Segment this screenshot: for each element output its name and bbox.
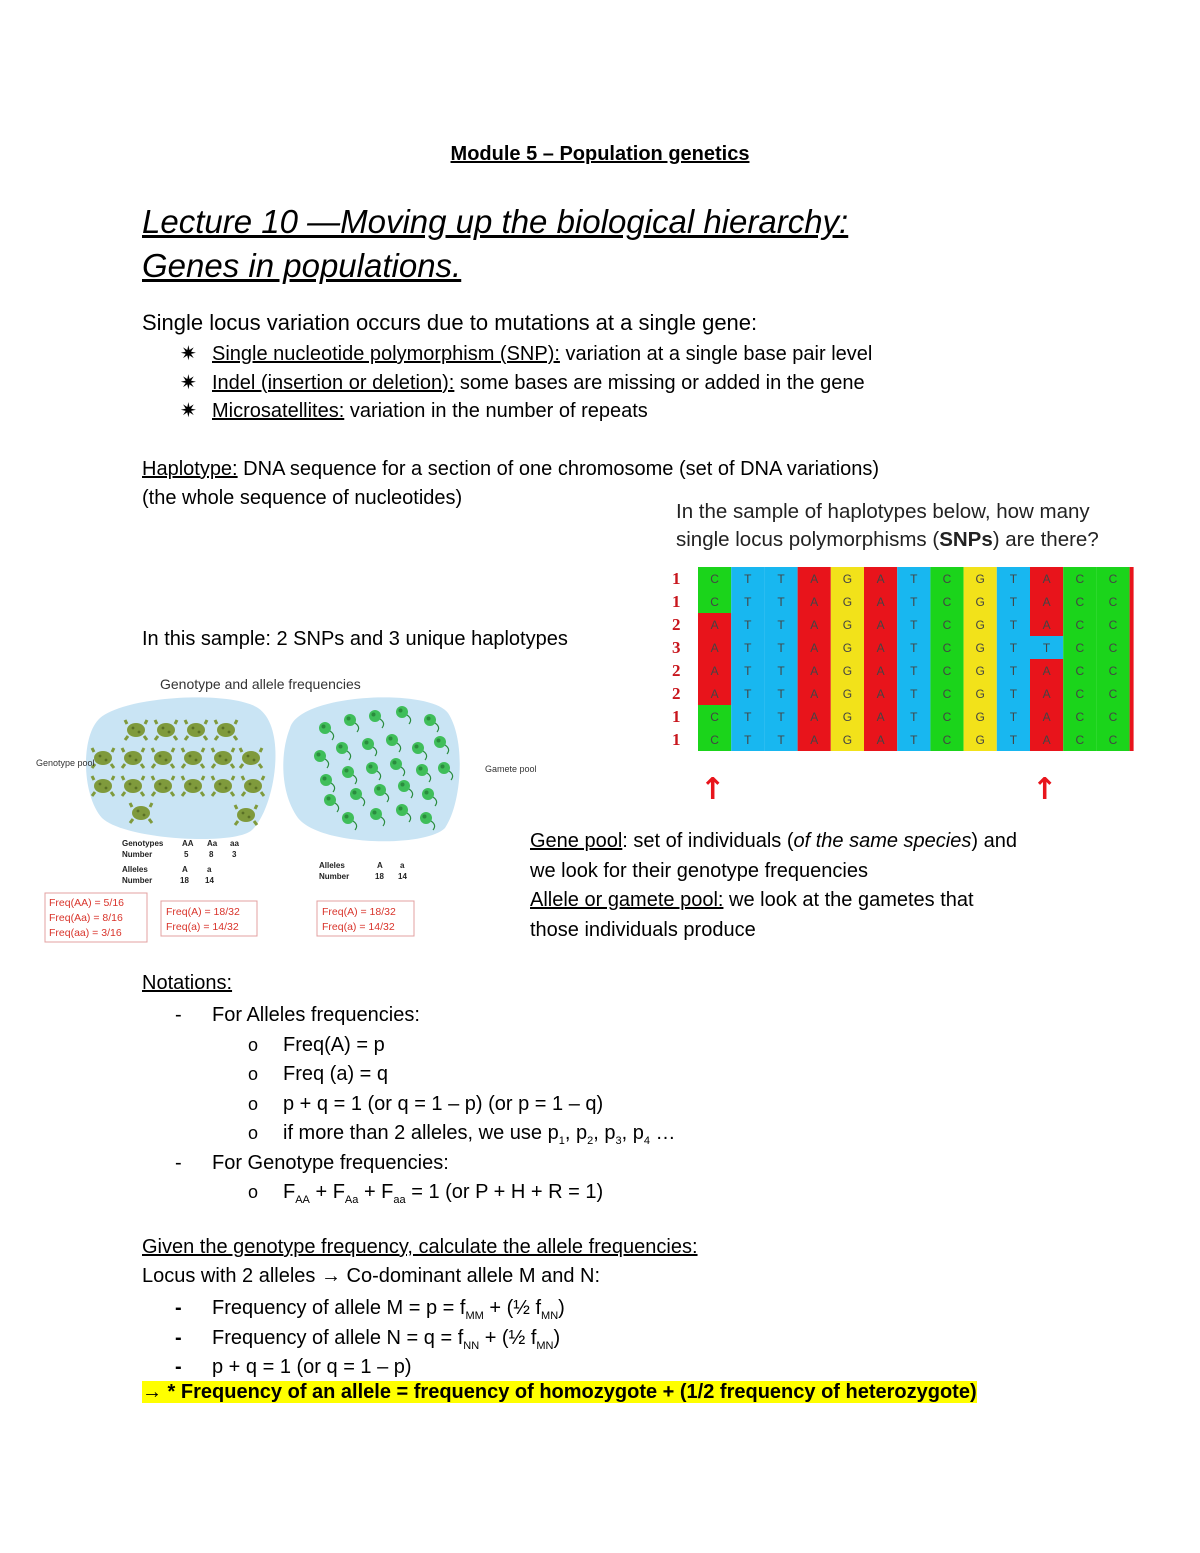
base-letter: A bbox=[810, 733, 819, 747]
base-letter: A bbox=[876, 618, 885, 632]
freq-allele-left: Freq(a) = 14/32 bbox=[166, 921, 239, 933]
base-letter: A bbox=[810, 664, 819, 678]
geno-col: aa bbox=[230, 839, 239, 848]
base-letter: C bbox=[1075, 710, 1085, 724]
base-letter: A bbox=[810, 572, 819, 586]
base-letter: C bbox=[942, 664, 952, 678]
base-letter: C bbox=[710, 733, 719, 747]
allele-formula-list bbox=[0, 1294, 1200, 1383]
geno-num: 5 bbox=[184, 850, 189, 859]
module-title: Module 5 – Population genetics bbox=[450, 143, 750, 165]
base-letter: T bbox=[777, 641, 785, 655]
base-letter: A bbox=[876, 687, 885, 701]
base-letter: T bbox=[1042, 641, 1051, 655]
base-letter: G bbox=[842, 710, 853, 724]
base-letter: C bbox=[1108, 710, 1118, 724]
variation-list bbox=[180, 340, 872, 426]
lecture-title-line1: Lecture 10 —Moving up the biological hierarchy: bbox=[142, 203, 849, 240]
base-letter: G bbox=[975, 572, 985, 586]
allele-header-right: Alleles bbox=[319, 861, 345, 870]
base-letter: G bbox=[975, 641, 985, 655]
allele-header-left: Alleles bbox=[122, 865, 148, 874]
base-letter: C bbox=[1075, 572, 1085, 586]
base-letter: C bbox=[942, 572, 952, 586]
base-letter: G bbox=[975, 687, 985, 701]
base-letter: G bbox=[842, 687, 853, 701]
geno-header: Genotypes bbox=[122, 839, 164, 848]
notations-list bbox=[0, 1001, 1200, 1208]
base-letter: A bbox=[810, 595, 819, 609]
base-letter: A bbox=[1042, 595, 1051, 609]
base-cell-edge bbox=[1130, 682, 1134, 705]
base-letter: A bbox=[1042, 733, 1051, 747]
base-letter: A bbox=[1042, 618, 1051, 632]
allele-col-right: A bbox=[377, 861, 383, 870]
list-item: - Frequency of allele $M = p = f_{MM}$ + (½ $f_{MN}$) bbox=[175, 1297, 565, 1322]
star-bullet-icon: ✷ bbox=[180, 400, 197, 422]
arrow-icon: → bbox=[320, 1265, 341, 1287]
freq-allele-right: Freq(A) = 18/32 bbox=[322, 906, 396, 918]
list-item: - p + q = 1 (or q = 1 – p) bbox=[175, 1356, 412, 1378]
base-letter: A bbox=[710, 641, 719, 655]
base-letter: T bbox=[777, 710, 785, 724]
base-letter: T bbox=[777, 572, 785, 586]
base-letter: C bbox=[1075, 664, 1085, 678]
haplotype-row-label: 1 bbox=[672, 730, 681, 749]
base-letter: C bbox=[942, 595, 952, 609]
freq-genotype: Freq(AA) = 5/16 bbox=[49, 897, 124, 909]
base-letter: G bbox=[842, 595, 853, 609]
base-letter: G bbox=[842, 664, 853, 678]
base-letter: C bbox=[942, 687, 952, 701]
base-letter: T bbox=[1009, 710, 1018, 724]
gamete-pool-label: Gamete pool bbox=[485, 764, 537, 774]
star-bullet-icon: ✷ bbox=[180, 343, 197, 365]
base-letter: T bbox=[744, 572, 752, 586]
base-letter: C bbox=[1075, 687, 1085, 701]
haplotype-term: Haplotype: bbox=[142, 458, 238, 480]
freq-allele-left: Freq(A) = 18/32 bbox=[166, 906, 240, 918]
base-letter: T bbox=[910, 572, 918, 586]
list-item: - Frequency of allele $N = q = f_{NN}$ + (½ $f_{MN}$) bbox=[175, 1326, 561, 1352]
base-letter: A bbox=[1042, 687, 1051, 701]
allele-number-right: Number bbox=[319, 872, 350, 881]
haplotype-table bbox=[668, 563, 1148, 813]
list-item: o p + q = 1 (or q = 1 – p) (or p = 1 – q) bbox=[248, 1092, 604, 1115]
list-item: o if more than 2 alleles, we use $p_1$, $p_2$, $p_3$, $p_4$ … bbox=[248, 1122, 676, 1147]
base-letter: A bbox=[876, 733, 885, 747]
base-cell-edge bbox=[1130, 659, 1134, 682]
geno-col: AA bbox=[182, 839, 194, 848]
base-letter: A bbox=[1042, 572, 1051, 586]
base-letter: T bbox=[777, 595, 785, 609]
base-letter: G bbox=[975, 595, 985, 609]
base-letter: C bbox=[1108, 664, 1118, 678]
haplotype-row-label: 2 bbox=[672, 615, 681, 634]
snp-arrow-icon: ↑ bbox=[700, 772, 726, 807]
list-item: o $F_{AA} + F_{Aa} + F_{aa} = 1$ (or P + H + R = 1) bbox=[248, 1181, 604, 1206]
base-letter: T bbox=[1009, 664, 1018, 678]
base-letter: G bbox=[842, 618, 853, 632]
haplotype-row-label: 1 bbox=[672, 592, 681, 611]
base-letter: T bbox=[744, 733, 752, 747]
base-letter: T bbox=[910, 687, 918, 701]
base-letter: A bbox=[810, 710, 819, 724]
geno-number-label: Number bbox=[122, 850, 153, 859]
base-letter: T bbox=[744, 641, 752, 655]
genotype-allele-figure bbox=[30, 668, 550, 958]
base-letter: C bbox=[1108, 687, 1118, 701]
base-letter: T bbox=[744, 710, 752, 724]
base-letter: A bbox=[876, 641, 885, 655]
gene-pool-term: Gene pool bbox=[530, 830, 623, 852]
list-item: - For Alleles frequencies: bbox=[175, 1004, 420, 1026]
base-letter: C bbox=[942, 618, 952, 632]
base-letter: T bbox=[744, 618, 752, 632]
base-letter: G bbox=[842, 641, 853, 655]
base-letter: T bbox=[1009, 687, 1018, 701]
base-letter: T bbox=[777, 664, 785, 678]
base-letter: G bbox=[842, 572, 853, 586]
base-letter: T bbox=[777, 687, 785, 701]
arrow-icon: → bbox=[142, 1381, 162, 1403]
list-item: o Freq (a) = q bbox=[248, 1063, 389, 1085]
allele-col-left: a bbox=[207, 865, 212, 874]
base-letter: T bbox=[910, 710, 918, 724]
freq-allele-right: Freq(a) = 14/32 bbox=[322, 921, 395, 933]
base-letter: G bbox=[975, 733, 985, 747]
base-letter: T bbox=[1009, 733, 1018, 747]
haplotype-row-label: 3 bbox=[672, 638, 681, 657]
sample-summary: In this sample: 2 SNPs and 3 unique haplotypes bbox=[142, 628, 568, 650]
haplotype-row-label: 2 bbox=[672, 661, 681, 680]
base-letter: C bbox=[1075, 618, 1085, 632]
freq-genotype: Freq(Aa) = 8/16 bbox=[49, 912, 123, 924]
base-letter: A bbox=[876, 572, 885, 586]
base-cell-edge bbox=[1130, 613, 1134, 636]
base-letter: C bbox=[710, 595, 719, 609]
haplotype-row-label: 1 bbox=[672, 707, 681, 726]
base-letter: C bbox=[1108, 733, 1118, 747]
base-letter: T bbox=[910, 664, 918, 678]
geno-num: 3 bbox=[232, 850, 237, 859]
allele-num-left: 18 bbox=[180, 876, 189, 885]
base-letter: G bbox=[975, 618, 985, 632]
base-letter: C bbox=[1075, 641, 1085, 655]
base-cell-edge bbox=[1130, 728, 1134, 751]
base-letter: C bbox=[1075, 733, 1085, 747]
base-letter: C bbox=[942, 641, 952, 655]
base-letter: C bbox=[710, 710, 719, 724]
base-letter: G bbox=[842, 733, 853, 747]
geno-col: Aa bbox=[207, 839, 218, 848]
base-letter: T bbox=[777, 733, 785, 747]
base-letter: C bbox=[710, 572, 719, 586]
base-letter: C bbox=[942, 710, 952, 724]
star-bullet-icon: ✷ bbox=[180, 371, 197, 394]
base-letter: G bbox=[975, 710, 985, 724]
base-letter: C bbox=[942, 733, 952, 747]
base-letter: A bbox=[810, 618, 819, 632]
haplotype-definition: Haplotype: DNA sequence for a section of one chromosome (set of DNA variations) (the whole sequence of nucleotides) bbox=[142, 458, 880, 509]
base-letter: T bbox=[744, 687, 752, 701]
base-letter: A bbox=[710, 618, 719, 632]
base-cell-edge bbox=[1130, 590, 1134, 613]
base-cell-edge bbox=[1130, 636, 1134, 659]
base-letter: T bbox=[1009, 618, 1018, 632]
base-cell-edge bbox=[1130, 567, 1134, 590]
locus-line: Locus with 2 alleles → Co-dominant allele M and N: bbox=[142, 1265, 600, 1287]
highlight-rule: → * Frequency of an allele = frequency of homozygote + (1/2 frequency of heterozygote) bbox=[142, 1381, 977, 1403]
base-letter: T bbox=[744, 595, 752, 609]
base-letter: A bbox=[876, 595, 885, 609]
allele-number-left: Number bbox=[122, 876, 153, 885]
base-letter: T bbox=[744, 664, 752, 678]
snp-question: In the sample of haplotypes below, how many single locus polymorphisms (SNPs) are there? bbox=[676, 500, 1099, 551]
given-title: Given the genotype frequency, calculate the allele frequencies: bbox=[142, 1236, 698, 1258]
notations-title: Notations: bbox=[142, 972, 233, 994]
base-letter: C bbox=[1108, 595, 1118, 609]
base-letter: C bbox=[1108, 618, 1118, 632]
base-letter: T bbox=[910, 733, 918, 747]
list-item: ✷ Single nucleotide polymorphism (SNP): variation at a single base pair level bbox=[180, 340, 872, 369]
list-item: ✷ Microsatellites: variation in the number of repeats bbox=[180, 397, 872, 426]
haplotype-row-label: 1 bbox=[672, 569, 681, 588]
base-letter: A bbox=[710, 687, 719, 701]
allele-col-right: a bbox=[400, 861, 405, 870]
base-letter: A bbox=[1042, 664, 1051, 678]
freq-genotype: Freq(aa) = 3/16 bbox=[49, 927, 122, 939]
base-letter: A bbox=[810, 641, 819, 655]
base-letter: A bbox=[1042, 710, 1051, 724]
base-letter: C bbox=[1108, 572, 1118, 586]
base-letter: T bbox=[777, 618, 785, 632]
base-letter: T bbox=[910, 641, 918, 655]
base-letter: C bbox=[1075, 595, 1085, 609]
single-locus-heading: Single locus variation occurs due to mutations at a single gene: bbox=[142, 310, 758, 335]
figure-title: Genotype and allele frequencies bbox=[160, 676, 361, 692]
genotype-pool-label: Genotype pool bbox=[36, 758, 95, 768]
base-letter: A bbox=[876, 710, 885, 724]
allele-num-right: 14 bbox=[398, 872, 407, 881]
base-letter: T bbox=[1009, 641, 1018, 655]
allele-num-right: 18 bbox=[375, 872, 384, 881]
base-letter: A bbox=[710, 664, 719, 678]
lecture-title bbox=[142, 200, 848, 288]
list-item: o Freq(A) = p bbox=[248, 1033, 385, 1056]
lecture-title-line2: Genes in populations. bbox=[142, 247, 462, 284]
base-letter: A bbox=[810, 687, 819, 701]
base-letter: T bbox=[1009, 572, 1018, 586]
allele-pool-term: Allele or gamete pool: bbox=[530, 889, 724, 911]
base-letter: T bbox=[1009, 595, 1018, 609]
list-item: - For Genotype frequencies: bbox=[175, 1151, 449, 1174]
base-letter: C bbox=[1108, 641, 1118, 655]
base-letter: T bbox=[910, 595, 918, 609]
base-cell-edge bbox=[1130, 705, 1134, 728]
haplotype-row-label: 2 bbox=[672, 684, 681, 703]
base-letter: A bbox=[876, 664, 885, 678]
geno-num: 8 bbox=[209, 850, 214, 859]
list-item: ✷ Indel (insertion or deletion): some bases are missing or added in the gene bbox=[180, 369, 872, 398]
base-letter: T bbox=[910, 618, 918, 632]
snp-arrow-icon: ↑ bbox=[1032, 772, 1058, 807]
allele-col-left: A bbox=[182, 865, 188, 874]
base-letter: G bbox=[975, 664, 985, 678]
allele-num-left: 14 bbox=[205, 876, 214, 885]
gene-pool-definition: Gene pool: set of individuals (of the same species) and we look for their genotype frequencies Allele or gamete pool: we look at the gametes that those individuals produce bbox=[530, 830, 1017, 941]
